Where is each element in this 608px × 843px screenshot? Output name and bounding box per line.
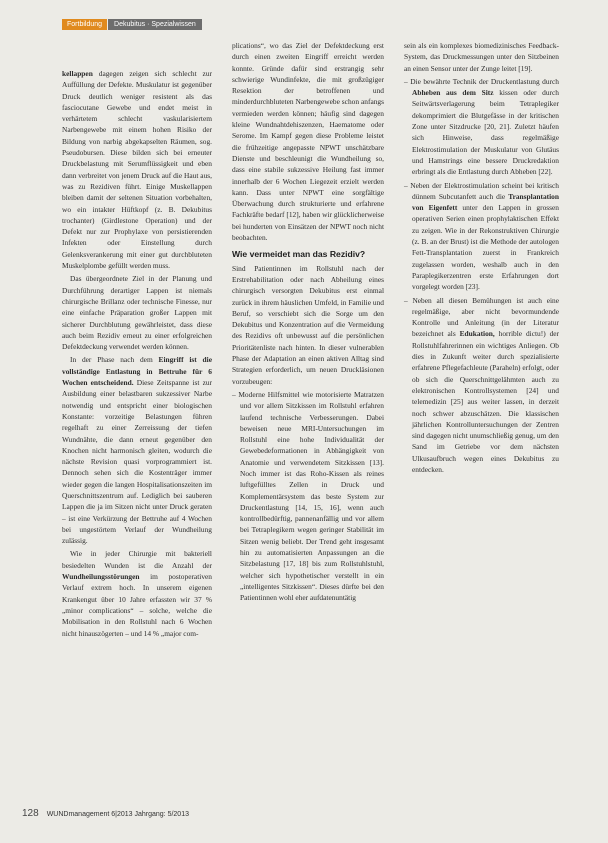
bold-term: Abheben aus dem Sitz (412, 88, 494, 98)
paragraph: sein als ein komplexes biomedizinisches Feedback-System, das Druckmessungen unter den Sitzbeinen an einen Sensor unter der Zunge leitet [19]. (404, 41, 559, 73)
list-item: – Moderne Hilfsmittel wie motorisierte Matratzen und vor allem Sitzkissen im Rollstuhl erfahren laufend technische Verbesserungen. Dabei beweisen neue MRI-Untersuchungen im Rollstuhl eine hohe Individualität der Gewebedeformationen in Abhängigkeit von Anatomie und verwendetem Sitzkissen [13]. Noch immer ist das Roho-Kissen als reines luftgefülltes Zellen in Druck und Komplementärsystem das beste System zur Druckentlastung [14, 15, 16], wenn auch kontrollbedürftig, pannenanfällig und vor allem bei Tetraplegikern wegen geringer Stabilität im Sitzen wenig beliebt. Der Trend geht insgesamt hin zu automatisierten Anpassungen an die Sitzbelastung [17, 18] bis zum Rollstuhlstuhl, welcher sich hypothetischer verstellt in ein „intelligentes Sitzkissen“. Dieses dürfte bei den Patientinnen wohl eher aufdatenuntätig (232, 389, 384, 604)
list-item (404, 180, 559, 293)
bullet-list (404, 76, 559, 475)
section-heading: Wie vermeidet man das Rezidiv? (232, 249, 366, 260)
bullet-list (232, 389, 384, 604)
bold-term: kellappen (62, 69, 93, 78)
paragraph: plications“, wo das Ziel der Defektdeckung erst durch einen zweiten Eingriff erreicht werden konnte. Gründe dafür sind erstrangig sehr schwierige Wundinfekte, die mit großzügiger Resektion der betroffenen und minderdurchbluteten Narbengewebe schon anfangs vermieden werden können; häufig sind dagegen kleine Wundnahtdehiszenzen, Haematome oder Serome. Im Kampf gegen diese Probleme leistet die frühzeitige angepasste NPWT unschätzbare Dienste und beschleunigt die Wundheilung so, dass eine stabile sukzessive Heilung fast immer innerhalb der 6 Wochen Liegezeit erzielt werden kann. Dass unter NPWT eine sorgfältige Überwachung durch strukturierte und erfahrene Fachkräfte bedarf [12], haben wir glücklicherweise bei hunderten von Einsätzen der NPWT noch nicht beobachten. (232, 41, 384, 243)
paragraph: Sind Patientinnen im Rollstuhl nach der Erstrehabilitation oder nach Abheilung eines chirurgisch versorgten Dekubitus erst einmal zurück in ihrem häuslichen Umfeld, in Familie und Beruf, so verschiebt sich die Sorge um den Dekubitus und Konzentration auf die Vermeidung des Rezidivs oft unbewusst auf die persönlichen Prioritätenliste nach hinten. In dieser vulnerablen Phase der Adaptation an einen aktiven Alltag sind Strategien erforderlich, um neuen Druckläsionen vorzubeugen: (232, 263, 384, 386)
text: kissen oder durch Seitwärtsverlagerung beim Tetraplegiker dekomprimiert die Blutgefässe in der kritischen Zone unter Sitzdrucke [20, 21]. Zuletzt häufen sich Hinweise, dass regelmäßige Elektrostimulation der Muskulatur von Glutäus und Hamstrings eine bessere Druckredaktion erbringt als die Entlastung durch Abheben [22]. (412, 88, 559, 177)
list-item (404, 76, 559, 178)
page-number: 128 (22, 808, 39, 819)
text: horrible dictu!) der Rollstuhlfahrerinnen ein wichtiges Anliegen. Ob dies in Zukunft weiter durch spezialisierte erfahrene Pflegefachleute (Paraheln) erfolgt, oder ob sich die Querschnittgelähmten auch zu elektronischen Kontrollsystemen [24] und telemedizin [25] aus weiter lassen, in derzeit noch schwer abzuschätzen. Die klassischen jährlichen Kontrolluntersuchungen der Zentren sind dagegen nicht unumschließig genug, um den Sand im Getriebe vor dem nächsten Ulkusaufbruch wegen eines Dekubitus zu entdecken. (412, 329, 560, 474)
bold-term: Wundheilungsstörungen (62, 572, 140, 582)
journal-info: WUNDmanagement 6|2013 Jahrgang: 5/2013 (46, 811, 189, 818)
paragraph (62, 354, 212, 546)
paragraph (62, 548, 212, 638)
text-column-3 (404, 40, 559, 477)
topic-label: Dekubitus · Spezialwissen (108, 19, 202, 30)
bold-term: Transplantation von Eigenfett (412, 191, 559, 213)
paragraph (62, 68, 212, 271)
text: Neben all diesen Bemühungen ist auch eine regelmäßige, aber nicht bevormundende Kontrolle und Anleitung (in der Literatur bezeichnet als (412, 295, 560, 339)
bold-term: Edukation, (459, 329, 495, 339)
section-tag: Fortbildung (62, 19, 107, 30)
text: Die bewährte Technik der Druckentlastung durch (410, 76, 560, 86)
text: Wie in jeder Chirurgie mit bakteriell besiedelten Wunden ist die Anzahl der (62, 549, 212, 570)
text: im postoperativen Verlauf extrem hoch. In unserem eigenen Krankengut über 10 Jahre erfassten wir 37 % „minor complications“ – solche, welche die Mobilisation in den Rollstuhl nach 6 Wochen nicht hinauszögerten – und 14 % „major com- (62, 572, 212, 638)
text: Diese Zeitspanne ist zur Ausbildung einer belastbaren sukzessiver Narbe notwendig und entspricht einer biologischen Konstante: vorzeitige Belastungen führen regelhaft zu einer Zerreissung der tiefen Wundnähte, die dann erneut gegenüber den Knochen nicht harmonisch gleiten, wodurch die nächste Revision quasi vorprogrammiert ist. Dennoch sehen sich die Kostenträger immer wieder gegen die langen Hospitalisationszeiten im Querschnittszentrum auf. Lediglich bei sauberen Lappen die ja im Sitzen nicht unter Druck geraten – ist eine Verkürzung der Bettruhe auf 4 Wochen bei ungestörtem Verlauf der Wundheilung zulässig. (62, 378, 212, 546)
page-footer (22, 808, 189, 819)
text: unter den Lappen in grossen operativen Serien einen prophylaktischen Effekt zu zeigen. Wie in der Rekonstruktiven Chirurgie (z. B. an der Brust) ist die Methode der autologen Fett-Transplantation zuerst in Frankreich zugelassen worden, weshalb auch in den Paraplegikerzentren erste Erfahrungen dort vorgelegt worden [23]. (412, 203, 559, 292)
text-column-1 (62, 68, 212, 641)
text: Neben der Elektrostimulation scheint bei kritisch dünnem Subcutanfett auch die (410, 180, 560, 201)
list-item (404, 295, 559, 476)
text: In der Phase nach dem (70, 355, 159, 365)
text: dagegen zeigen sich schlecht zur Auffüllung der Defekte. Muskulatur ist gegenüber Druck deutlich weniger resistent als das fasciocutane Gewebe und endet meist in verhärtetem schlecht vaskularisiertem Narbengewebe mit einem hohen Risiko der Bildung von narbig abgekapselten Räumen, sog. Pseudobursen. Diese bilden sich bei erneuter Druckbelastung mit Serumflüssigkeit und eben dann verbreitet von jenem Druck auf die Haut aus, was zu Rezidiven führt. Einige Muskellappen bleiben damit der seltenen Situation vorbehalten, wo ein intakter Hüftkopf (z. B. Dekubitus trochanter) (Girdlestone Operation) und der Defekt nur zur Prophylaxe von persistierenden Infekten oder Einstellung durch Gelenksverankerung mit einer gut durchbluteten Muskelplombe gefüllt werden muss. (62, 69, 212, 271)
paragraph: Das übergeordnete Ziel in der Planung und Durchführung derartiger Lappen ist niemals chirurgische Brillanz oder technische Finesse, nur eine einfache Präparation großer Lappen mit sicherer Durchblutung gewährleistet, dass diese auch beim Rezidiv erneut zu einer erfolgreichen Defektdeckung verwendet werden können. (62, 274, 212, 352)
bold-term: Eingriff ist die vollständige Entlastung in Bettruhe für 6 Wochen entscheidend. (62, 355, 212, 388)
page-header (62, 18, 202, 31)
text-column-2 (232, 40, 384, 606)
